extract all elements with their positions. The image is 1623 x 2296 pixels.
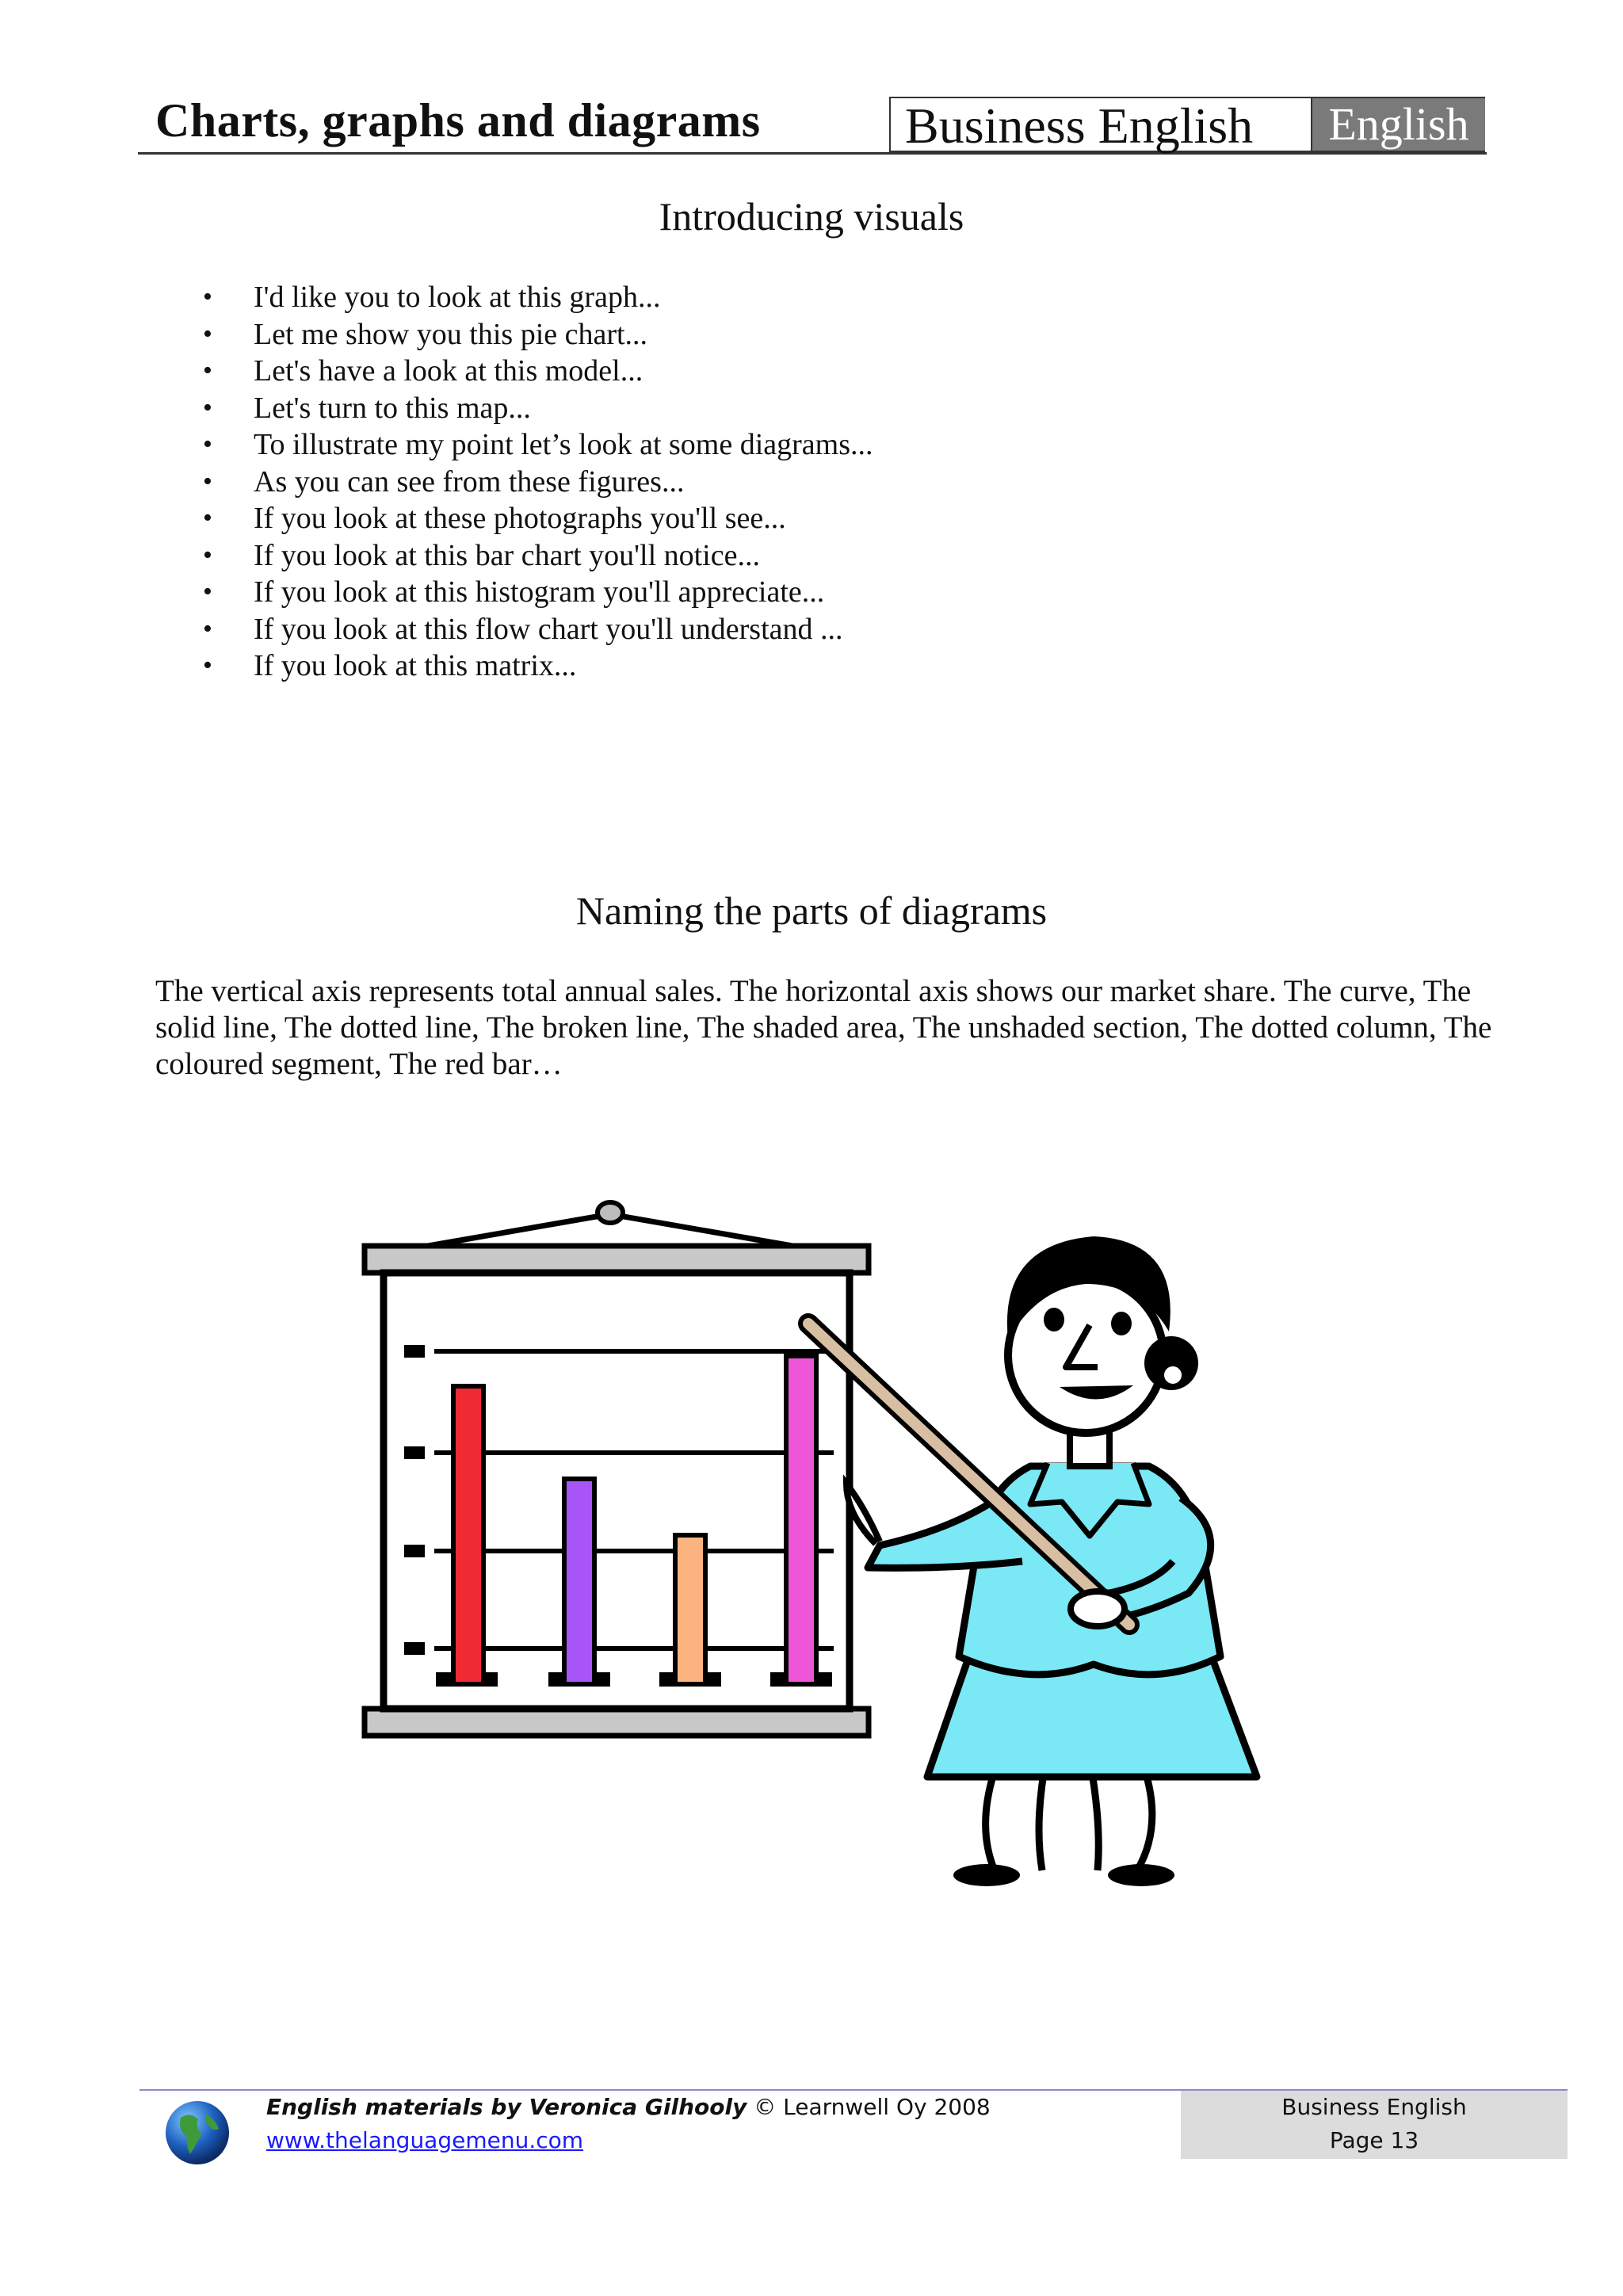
chart-bar [564, 1479, 594, 1684]
chart-bottom-rod [365, 1709, 869, 1736]
body-paragraph: The vertical axis represents total annual sales. The horizontal axis shows our market share. The curve, The solid line, The dotted line, The broken line, The shaded area, The unshaded section, The dotted column, The coloured segment, The red bar… [155, 974, 1492, 1081]
footer-website-link[interactable]: www.thelanguagemenu.com [266, 2127, 584, 2153]
chart-top-rod [365, 1246, 869, 1273]
list-item: • Let's turn to this map... [0, 390, 873, 427]
header-rule [138, 152, 1487, 155]
list-item: • I'd like you to look at this graph... [0, 279, 873, 316]
chart-bar [786, 1356, 816, 1684]
chart-bar [675, 1535, 705, 1684]
presenter-pointing-at-bar-chart-icon [349, 1189, 1268, 1918]
header-box-label: Business English [905, 97, 1254, 154]
list-item: • As you can see from these figures... [0, 464, 873, 501]
list-item: • Let me show you this pie chart... [0, 316, 873, 353]
page-title: Charts, graphs and diagrams [155, 94, 761, 147]
phrase-list [0, 279, 873, 685]
section-heading-naming: Naming the parts of diagrams [575, 888, 1048, 933]
presenter-figure [808, 1236, 1257, 1886]
section-heading-intro: Introducing visuals [659, 194, 964, 239]
footer-copyright: © Learnwell Oy 2008 [754, 2094, 991, 2120]
list-item: • If you look at this flow chart you'll understand ... [0, 611, 873, 648]
header-tag: English [1311, 98, 1485, 151]
footer-author: English materials by Veronica Gilhooly [266, 2094, 747, 2120]
footer-page-number: Page 13 [1329, 2127, 1419, 2153]
list-item: • If you look at these photographs you'll see... [0, 500, 873, 537]
chart-bar [453, 1386, 483, 1684]
list-item: • To illustrate my point let’s look at some diagrams... [0, 426, 873, 464]
globe-icon [163, 2099, 231, 2167]
list-item: • If you look at this matrix... [0, 648, 873, 685]
footer-credit [266, 2094, 991, 2120]
list-item: • If you look at this histogram you'll appreciate... [0, 574, 873, 611]
footer-course-label: Business English [1281, 2094, 1467, 2120]
list-item: • If you look at this bar chart you'll notice... [0, 537, 873, 575]
chart-hanger-hook [598, 1202, 623, 1223]
list-item: • Let's have a look at this model... [0, 353, 873, 390]
